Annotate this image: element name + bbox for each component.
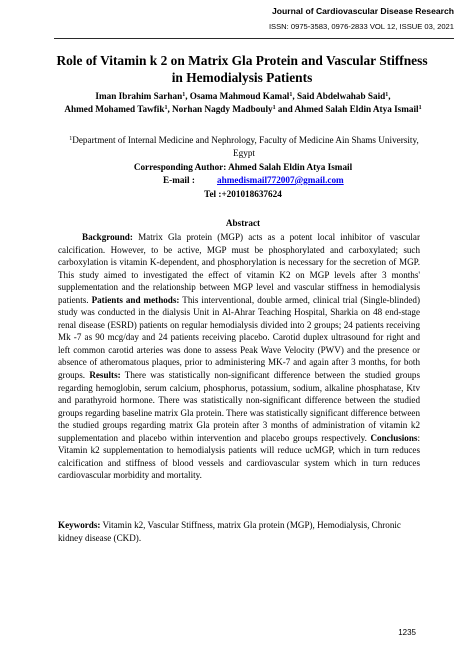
email-link[interactable]: ahmedismail772007@gmail.com [217,175,344,185]
affiliation-text: Department of Internal Medicine and Nephrology, Faculty of Medicine Ain Shams University, Egypt [72,135,419,158]
corresponding-author: Corresponding Author: Ahmed Salah Eldin Atya Ismail [133,162,353,172]
affiliation-marker: 1 [69,136,73,142]
paper-title: Role of Vitamin k 2 on Matrix Gla Protein and Vascular Stiffness in Hemodialysis Patients [56,53,428,85]
author-affiliation-marker: 1 [289,92,293,98]
journal-header [269,6,454,32]
affiliation [64,134,424,160]
abstract-body [58,231,420,482]
author-affiliation-marker: 1 [182,92,186,98]
abstract-heading: Abstract [225,218,261,228]
abstract-text: : Vitamin k2 supplementation to hemodialysis patients will reduce ucMGP, which in turn reduces calcification and stiffness of blood vessels and cardiovascular system which in turn reduces cardiovascular morbidity and mortality. [58,432,420,481]
author-name: Iman Ibrahim Sarhan [95,91,183,101]
author-name: Osama Mahmoud Kamal [189,91,290,101]
header-divider [54,38,454,39]
journal-issn: ISSN: 0975-3583, 0976-2833 VOL 12, ISSUE 03, 2021 [268,22,454,31]
author-separator: , [292,91,297,101]
author-name: Ahmed Salah Eldin Atya Ismail [294,104,419,114]
author-separator: , [167,104,173,114]
telephone: Tel :+201018637624 [204,189,282,199]
abstract-text: This interventional, double armed, clinical trial (Single-blinded) study was conducted in the dialysis Unit in Al-Ahrar Teaching Hospital, Sharkia on 48 end-stage renal disease (ESRD) patients on regular hemodialysis divided into 2 groups; 24 patients receiving Mk -7 as 90 mcg/day and 24 patients receiving placebo. Carotid duplex ultrasound for right and left common carotid arteries was done to assess Peak Wave Velocity (PWV) and the presence or absence of atheromatous plaques, prior to administering MK-7 and again after 3 months, for both groups. [58,294,420,381]
author-separator: and [275,104,295,114]
abstract-text: There was statistically non-significant difference between the studied groups regarding hemoglobin, serum calcium, phosphorus, potassium, sodium, alkaline phosphatase, Ktv and parathyroid hormone. There was statistically non-significant difference between the studied groups regarding baseline matrix Gla protein. There was statistically significant difference between the studied groups regarding matrix Gla protein after 3 months of administration of vitamin k2 supplementation and placebo within intervention and placebo groups respectively. [58,370,420,443]
email-line [163,174,344,187]
keywords [58,519,420,544]
keywords-label: Keywords: [58,520,101,530]
author-affiliation-marker: 1 [272,105,276,111]
abstract-paragraph [58,231,420,482]
abstract-section-label: Patients and methods: [91,294,180,305]
abstract-text: Matrix Gla protein (MGP) acts as a potent local inhibitor of vascular calcification. However, to be active, MGP must be phosphorylated and carboxylated; such carboxylation is vitamin K-dependent, and phosphorylation is necessary for the secretion of MGP. This study aimed to investigated the effect of vitamin K2 on MGP levels after 3 months' supplementation and the relationship between MGP level and vascular stiffness in hemodialysis patients. [58,232,420,305]
journal-name: Journal of Cardiovascular Disease Research [272,6,454,16]
author-affiliation-marker: 1 [164,105,168,111]
author-separator: , [388,91,391,101]
keywords-text: Vitamin k2, Vascular Stiffness, matrix Gla protein (MGP), Hemodialysis, Chronic kidney disease (CKD). [58,520,401,543]
author-name: Ahmed Mohamed Tawfik [64,104,165,114]
author-list [52,90,434,116]
page-number: 1235 [398,628,416,637]
author-separator: , [185,91,190,101]
author-affiliation-marker: 1 [385,92,389,98]
email-label: E-mail : [163,175,195,185]
abstract-section-label: Conclusions [370,432,418,443]
abstract-section-label: Results: [89,370,121,381]
author-affiliation-marker: 1 [418,105,422,111]
author-name: Said Abdelwahab Said [296,91,386,101]
abstract-section-label: Background: [82,232,133,242]
author-name: Norhan Nagdy Madbouly [172,104,273,114]
